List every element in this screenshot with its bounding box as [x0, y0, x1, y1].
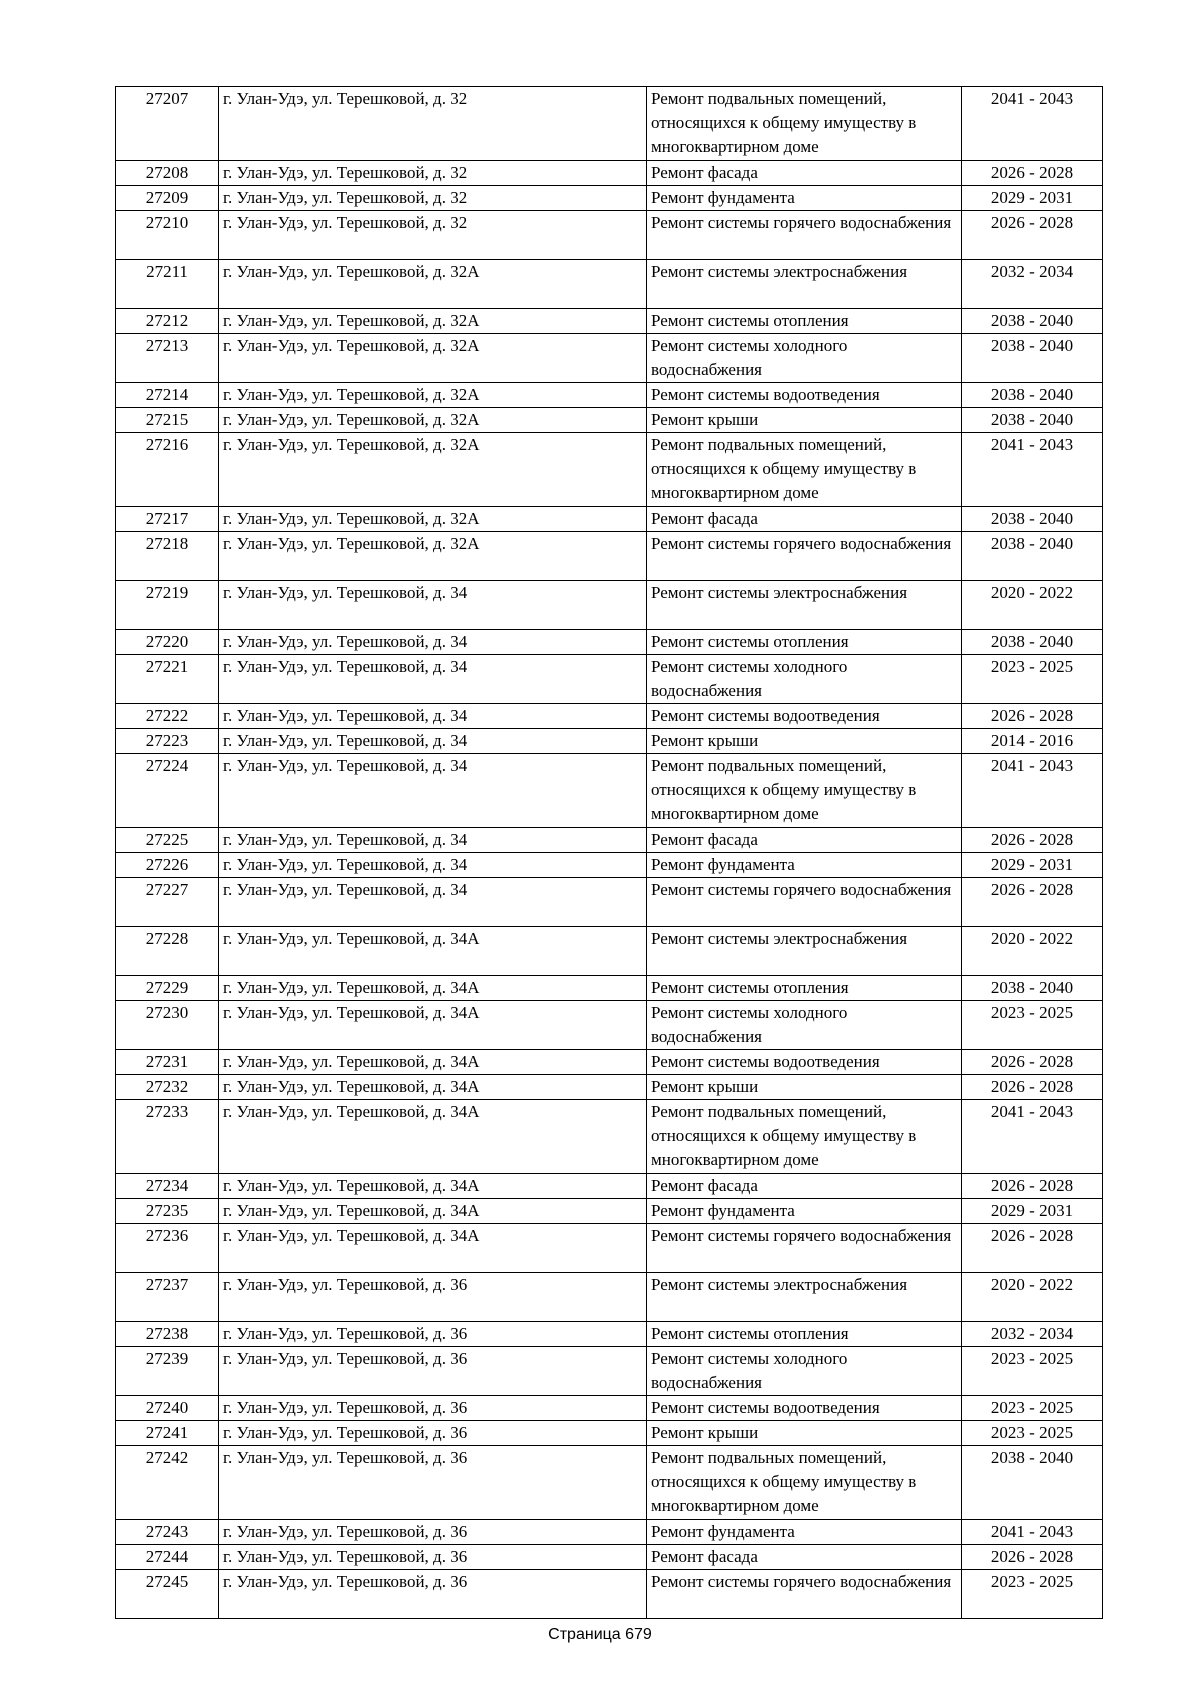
period-cell: 2038 - 2040	[962, 630, 1103, 655]
work-type-cell: Ремонт системы водоотведения	[647, 1396, 962, 1421]
address-cell: г. Улан-Удэ, ул. Терешковой, д. 34А	[219, 1100, 647, 1174]
work-type-cell: Ремонт системы водоотведения	[647, 383, 962, 408]
period-cell: 2038 - 2040	[962, 408, 1103, 433]
record-id: 27215	[116, 408, 219, 433]
table-row	[116, 1001, 1103, 1050]
period-cell: 2026 - 2028	[962, 1050, 1103, 1075]
address-cell: г. Улан-Удэ, ул. Терешковой, д. 34	[219, 878, 647, 927]
work-type-cell: Ремонт подвальных помещений, относящихся к общему имуществу в многоквартирном доме	[647, 1446, 962, 1520]
work-type-cell: Ремонт подвальных помещений, относящихся к общему имуществу в многоквартирном доме	[647, 1100, 962, 1174]
table-row	[116, 927, 1103, 976]
address-cell: г. Улан-Удэ, ул. Терешковой, д. 36	[219, 1570, 647, 1619]
table-row	[116, 161, 1103, 186]
record-id: 27240	[116, 1396, 219, 1421]
table-row	[116, 1347, 1103, 1396]
work-type-cell: Ремонт фундамента	[647, 853, 962, 878]
address-cell: г. Улан-Удэ, ул. Терешковой, д. 32А	[219, 309, 647, 334]
address-cell: г. Улан-Удэ, ул. Терешковой, д. 34	[219, 729, 647, 754]
page-number: Страница 679	[548, 1626, 652, 1643]
period-cell: 2038 - 2040	[962, 334, 1103, 383]
record-id: 27222	[116, 704, 219, 729]
record-id: 27225	[116, 828, 219, 853]
record-id: 27242	[116, 1446, 219, 1520]
record-id: 27245	[116, 1570, 219, 1619]
table-row	[116, 383, 1103, 408]
table-row	[116, 1174, 1103, 1199]
work-type-cell: Ремонт фасада	[647, 1545, 962, 1570]
period-cell: 2029 - 2031	[962, 186, 1103, 211]
record-id: 27239	[116, 1347, 219, 1396]
period-cell: 2023 - 2025	[962, 1421, 1103, 1446]
period-cell: 2026 - 2028	[962, 1545, 1103, 1570]
record-id: 27234	[116, 1174, 219, 1199]
address-cell: г. Улан-Удэ, ул. Терешковой, д. 34	[219, 853, 647, 878]
address-cell: г. Улан-Удэ, ул. Терешковой, д. 32	[219, 87, 647, 161]
record-id: 27212	[116, 309, 219, 334]
address-cell: г. Улан-Удэ, ул. Терешковой, д. 34А	[219, 1199, 647, 1224]
record-id: 27216	[116, 433, 219, 507]
period-cell: 2041 - 2043	[962, 754, 1103, 828]
record-id: 27241	[116, 1421, 219, 1446]
address-cell: г. Улан-Удэ, ул. Терешковой, д. 32А	[219, 433, 647, 507]
address-cell: г. Улан-Удэ, ул. Терешковой, д. 36	[219, 1446, 647, 1520]
period-cell: 2023 - 2025	[962, 1347, 1103, 1396]
record-id: 27226	[116, 853, 219, 878]
table-row	[116, 507, 1103, 532]
table-row	[116, 1224, 1103, 1273]
period-cell: 2026 - 2028	[962, 1224, 1103, 1273]
record-id: 27223	[116, 729, 219, 754]
table-row	[116, 1545, 1103, 1570]
address-cell: г. Улан-Удэ, ул. Терешковой, д. 34	[219, 828, 647, 853]
period-cell: 2032 - 2034	[962, 260, 1103, 309]
address-cell: г. Улан-Удэ, ул. Терешковой, д. 34	[219, 655, 647, 704]
period-cell: 2023 - 2025	[962, 1396, 1103, 1421]
period-cell: 2020 - 2022	[962, 581, 1103, 630]
work-type-cell: Ремонт системы отопления	[647, 309, 962, 334]
address-cell: г. Улан-Удэ, ул. Терешковой, д. 32А	[219, 383, 647, 408]
work-type-cell: Ремонт системы горячего водоснабжения	[647, 1570, 962, 1619]
table-row	[116, 630, 1103, 655]
table-row	[116, 433, 1103, 507]
work-type-cell: Ремонт системы холодного водоснабжения	[647, 655, 962, 704]
work-type-cell: Ремонт системы горячего водоснабжения	[647, 1224, 962, 1273]
table-row	[116, 1520, 1103, 1545]
work-type-cell: Ремонт крыши	[647, 729, 962, 754]
address-cell: г. Улан-Удэ, ул. Терешковой, д. 34А	[219, 927, 647, 976]
table-row	[116, 334, 1103, 383]
period-cell: 2029 - 2031	[962, 853, 1103, 878]
address-cell: г. Улан-Удэ, ул. Терешковой, д. 32А	[219, 408, 647, 433]
period-cell: 2023 - 2025	[962, 1001, 1103, 1050]
period-cell: 2026 - 2028	[962, 878, 1103, 927]
address-cell: г. Улан-Удэ, ул. Терешковой, д. 36	[219, 1322, 647, 1347]
period-cell: 2029 - 2031	[962, 1199, 1103, 1224]
period-cell: 2041 - 2043	[962, 1100, 1103, 1174]
address-cell: г. Улан-Удэ, ул. Терешковой, д. 34А	[219, 1001, 647, 1050]
record-id: 27208	[116, 161, 219, 186]
address-cell: г. Улан-Удэ, ул. Терешковой, д. 32	[219, 161, 647, 186]
address-cell: г. Улан-Удэ, ул. Терешковой, д. 32	[219, 186, 647, 211]
table-row	[116, 1050, 1103, 1075]
work-type-cell: Ремонт системы отопления	[647, 1322, 962, 1347]
record-id: 27218	[116, 532, 219, 581]
period-cell: 2026 - 2028	[962, 211, 1103, 260]
work-type-cell: Ремонт системы водоотведения	[647, 1050, 962, 1075]
address-cell: г. Улан-Удэ, ул. Терешковой, д. 32	[219, 211, 647, 260]
table-row	[116, 1199, 1103, 1224]
table-row	[116, 186, 1103, 211]
record-id: 27207	[116, 87, 219, 161]
work-type-cell: Ремонт фундамента	[647, 186, 962, 211]
record-id: 27224	[116, 754, 219, 828]
period-cell: 2026 - 2028	[962, 704, 1103, 729]
work-type-cell: Ремонт системы горячего водоснабжения	[647, 211, 962, 260]
period-cell: 2041 - 2043	[962, 87, 1103, 161]
work-type-cell: Ремонт фасада	[647, 828, 962, 853]
table-row	[116, 309, 1103, 334]
record-id: 27244	[116, 1545, 219, 1570]
record-id: 27238	[116, 1322, 219, 1347]
work-type-cell: Ремонт системы холодного водоснабжения	[647, 334, 962, 383]
work-type-cell: Ремонт крыши	[647, 1075, 962, 1100]
record-id: 27235	[116, 1199, 219, 1224]
work-type-cell: Ремонт системы водоотведения	[647, 704, 962, 729]
table-row	[116, 87, 1103, 161]
period-cell: 2026 - 2028	[962, 1174, 1103, 1199]
table-row	[116, 1075, 1103, 1100]
table-row	[116, 408, 1103, 433]
work-type-cell: Ремонт подвальных помещений, относящихся к общему имуществу в многоквартирном доме	[647, 433, 962, 507]
table-row	[116, 211, 1103, 260]
table-row	[116, 581, 1103, 630]
period-cell: 2041 - 2043	[962, 433, 1103, 507]
address-cell: г. Улан-Удэ, ул. Терешковой, д. 34	[219, 581, 647, 630]
address-cell: г. Улан-Удэ, ул. Терешковой, д. 36	[219, 1520, 647, 1545]
table-row	[116, 828, 1103, 853]
record-id: 27237	[116, 1273, 219, 1322]
period-cell: 2041 - 2043	[962, 1520, 1103, 1545]
table-row	[116, 754, 1103, 828]
work-type-cell: Ремонт системы электроснабжения	[647, 927, 962, 976]
record-id: 27209	[116, 186, 219, 211]
record-id: 27228	[116, 927, 219, 976]
record-id: 27231	[116, 1050, 219, 1075]
address-cell: г. Улан-Удэ, ул. Терешковой, д. 34	[219, 630, 647, 655]
address-cell: г. Улан-Удэ, ул. Терешковой, д. 34А	[219, 976, 647, 1001]
record-id: 27233	[116, 1100, 219, 1174]
address-cell: г. Улан-Удэ, ул. Терешковой, д. 34А	[219, 1174, 647, 1199]
work-type-cell: Ремонт системы электроснабжения	[647, 260, 962, 309]
work-type-cell: Ремонт фасада	[647, 161, 962, 186]
repair-schedule-table	[115, 86, 1103, 1619]
record-id: 27217	[116, 507, 219, 532]
period-cell: 2038 - 2040	[962, 976, 1103, 1001]
period-cell: 2032 - 2034	[962, 1322, 1103, 1347]
period-cell: 2026 - 2028	[962, 1075, 1103, 1100]
period-cell: 2026 - 2028	[962, 161, 1103, 186]
address-cell: г. Улан-Удэ, ул. Терешковой, д. 34А	[219, 1050, 647, 1075]
address-cell: г. Улан-Удэ, ул. Терешковой, д. 36	[219, 1347, 647, 1396]
work-type-cell: Ремонт фундамента	[647, 1520, 962, 1545]
work-type-cell: Ремонт системы электроснабжения	[647, 581, 962, 630]
work-type-cell: Ремонт системы горячего водоснабжения	[647, 878, 962, 927]
record-id: 27211	[116, 260, 219, 309]
period-cell: 2038 - 2040	[962, 383, 1103, 408]
period-cell: 2038 - 2040	[962, 1446, 1103, 1520]
period-cell: 2038 - 2040	[962, 309, 1103, 334]
work-type-cell: Ремонт фасада	[647, 507, 962, 532]
table-row	[116, 704, 1103, 729]
work-type-cell: Ремонт системы отопления	[647, 976, 962, 1001]
work-type-cell: Ремонт фасада	[647, 1174, 962, 1199]
period-cell: 2038 - 2040	[962, 532, 1103, 581]
address-cell: г. Улан-Удэ, ул. Терешковой, д. 34	[219, 754, 647, 828]
table-row	[116, 729, 1103, 754]
record-id: 27210	[116, 211, 219, 260]
period-cell: 2026 - 2028	[962, 828, 1103, 853]
record-id: 27230	[116, 1001, 219, 1050]
work-type-cell: Ремонт крыши	[647, 1421, 962, 1446]
address-cell: г. Улан-Удэ, ул. Терешковой, д. 36	[219, 1273, 647, 1322]
table-row	[116, 1322, 1103, 1347]
record-id: 27232	[116, 1075, 219, 1100]
table-row	[116, 532, 1103, 581]
record-id: 27213	[116, 334, 219, 383]
address-cell: г. Улан-Удэ, ул. Терешковой, д. 32А	[219, 507, 647, 532]
record-id: 27227	[116, 878, 219, 927]
address-cell: г. Улан-Удэ, ул. Терешковой, д. 32А	[219, 532, 647, 581]
address-cell: г. Улан-Удэ, ул. Терешковой, д. 32А	[219, 334, 647, 383]
table-row	[116, 1396, 1103, 1421]
period-cell: 2038 - 2040	[962, 507, 1103, 532]
period-cell: 2014 - 2016	[962, 729, 1103, 754]
table-row	[116, 655, 1103, 704]
table-row	[116, 1570, 1103, 1619]
address-cell: г. Улан-Удэ, ул. Терешковой, д. 36	[219, 1545, 647, 1570]
record-id: 27236	[116, 1224, 219, 1273]
period-cell: 2020 - 2022	[962, 1273, 1103, 1322]
record-id: 27243	[116, 1520, 219, 1545]
address-cell: г. Улан-Удэ, ул. Терешковой, д. 32А	[219, 260, 647, 309]
address-cell: г. Улан-Удэ, ул. Терешковой, д. 36	[219, 1421, 647, 1446]
work-type-cell: Ремонт крыши	[647, 408, 962, 433]
address-cell: г. Улан-Удэ, ул. Терешковой, д. 34А	[219, 1075, 647, 1100]
table-row	[116, 1100, 1103, 1174]
work-type-cell: Ремонт системы холодного водоснабжения	[647, 1347, 962, 1396]
work-type-cell: Ремонт системы холодного водоснабжения	[647, 1001, 962, 1050]
work-type-cell: Ремонт подвальных помещений, относящихся к общему имуществу в многоквартирном доме	[647, 754, 962, 828]
address-cell: г. Улан-Удэ, ул. Терешковой, д. 34	[219, 704, 647, 729]
work-type-cell: Ремонт системы электроснабжения	[647, 1273, 962, 1322]
record-id: 27229	[116, 976, 219, 1001]
period-cell: 2023 - 2025	[962, 1570, 1103, 1619]
table-row	[116, 1421, 1103, 1446]
record-id: 27219	[116, 581, 219, 630]
table-row	[116, 878, 1103, 927]
work-type-cell: Ремонт фундамента	[647, 1199, 962, 1224]
address-cell: г. Улан-Удэ, ул. Терешковой, д. 36	[219, 1396, 647, 1421]
table-row	[116, 976, 1103, 1001]
work-type-cell: Ремонт системы отопления	[647, 630, 962, 655]
record-id: 27221	[116, 655, 219, 704]
work-type-cell: Ремонт системы горячего водоснабжения	[647, 532, 962, 581]
repair-schedule-body	[116, 87, 1103, 1619]
address-cell: г. Улан-Удэ, ул. Терешковой, д. 34А	[219, 1224, 647, 1273]
work-type-cell: Ремонт подвальных помещений, относящихся к общему имуществу в многоквартирном доме	[647, 87, 962, 161]
period-cell: 2023 - 2025	[962, 655, 1103, 704]
table-row	[116, 853, 1103, 878]
record-id: 27214	[116, 383, 219, 408]
period-cell: 2020 - 2022	[962, 927, 1103, 976]
table-row	[116, 1273, 1103, 1322]
table-row	[116, 1446, 1103, 1520]
table-row	[116, 260, 1103, 309]
record-id: 27220	[116, 630, 219, 655]
